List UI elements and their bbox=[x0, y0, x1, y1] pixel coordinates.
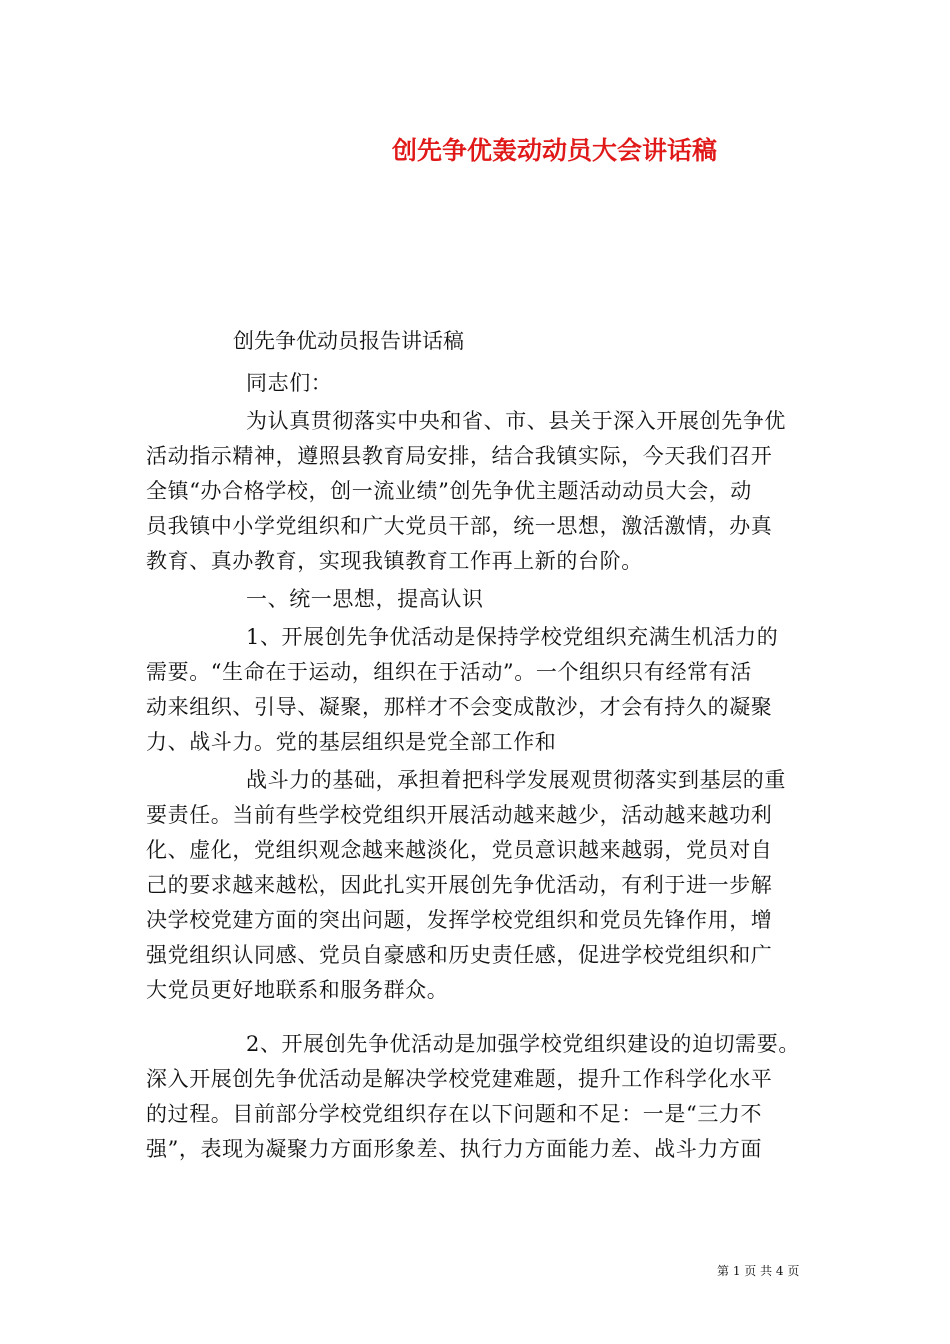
paragraph-line: 全镇“办合格学校，创一流业绩”创先争优主题活动动员大会，动 bbox=[146, 479, 752, 503]
paragraph-line: 战斗力的基础，承担着把科学发展观贯彻落实到基层的重 bbox=[246, 768, 786, 792]
salutation: 同志们： bbox=[246, 371, 333, 395]
paragraph-line: 大党员更好地联系和服务群众。 bbox=[146, 978, 449, 1002]
paragraph-line: 教育、真办教育，实现我镇教育工作再上新的台阶。 bbox=[146, 549, 643, 573]
paragraph-line: 强党组织认同感、党员自豪感和历史责任感，促进学校党组织和广 bbox=[146, 943, 773, 967]
document-subtitle: 创先争优动员报告讲话稿 bbox=[233, 329, 464, 353]
paragraph-line: 动来组织、引导、凝聚，那样才不会变成散沙，才会有持久的凝聚 bbox=[146, 695, 773, 719]
paragraph-line: 活动指示精神，遵照县教育局安排，结合我镇实际，今天我们召开 bbox=[146, 444, 773, 468]
page-number-footer: 第 1 页 共 4 页 bbox=[717, 1264, 800, 1278]
paragraph-line: 决学校党建方面的突出问题，发挥学校党组织和党员先锋作用，增 bbox=[146, 908, 773, 932]
paragraph-line: 为认真贯彻落实中央和省、市、县关于深入开展创先争优 bbox=[246, 409, 786, 433]
paragraph-line: 1、开展创先争优活动是保持学校党组织充满生机活力的 bbox=[246, 625, 779, 649]
document-title: 创先争优轰动动员大会讲话稿 bbox=[392, 136, 718, 165]
paragraph-line: 需要。“生命在于运动，组织在于活动”。一个组织只有经常有活 bbox=[146, 660, 752, 684]
paragraph-line: 己的要求越来越松，因此扎实开展创先争优活动，有利于进一步解 bbox=[146, 873, 773, 897]
paragraph-line: 员我镇中小学党组织和广大党员干部，统一思想，激活激情，办真 bbox=[146, 514, 773, 538]
paragraph-line: 化、虚化，党组织观念越来越淡化，党员意识越来越弱，党员对自 bbox=[146, 838, 773, 862]
paragraph-line: 深入开展创先争优活动是解决学校党建难题，提升工作科学化水平 bbox=[146, 1067, 773, 1091]
paragraph-line: 的过程。目前部分学校党组织存在以下问题和不足：一是“三力不 bbox=[146, 1102, 763, 1126]
paragraph-line: 强”，表现为凝聚力方面形象差、执行力方面能力差、战斗力方面 bbox=[146, 1137, 763, 1161]
paragraph-line: 要责任。当前有些学校党组织开展活动越来越少，活动越来越功利 bbox=[146, 803, 773, 827]
paragraph-line: 2、开展创先争优活动是加强学校党组织建设的迫切需要。 bbox=[246, 1032, 800, 1056]
paragraph-line: 力、战斗力。党的基层组织是党全部工作和 bbox=[146, 730, 557, 754]
section-heading: 一、统一思想，提高认识 bbox=[246, 587, 484, 611]
